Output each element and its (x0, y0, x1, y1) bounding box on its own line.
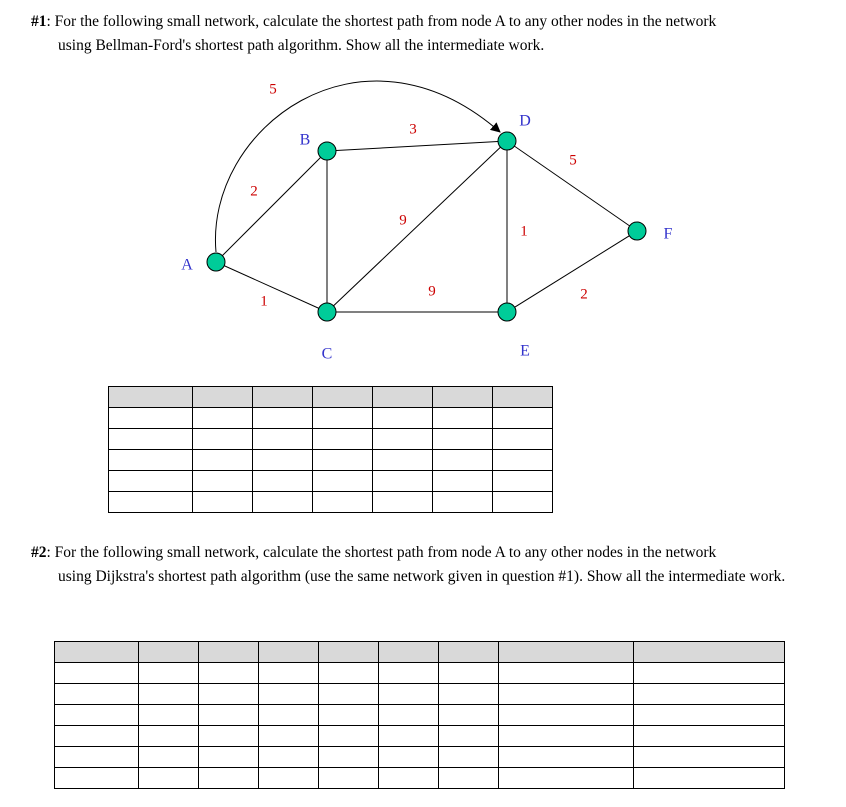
table-cell (634, 642, 785, 663)
weight-label-e-f: 2 (580, 286, 588, 303)
node-a (207, 253, 225, 271)
node-label-b: B (299, 131, 311, 149)
table-cell (379, 663, 439, 684)
question-2 (31, 541, 829, 589)
table-cell (379, 642, 439, 663)
table-cell (199, 663, 259, 684)
question-2-line-1 (31, 541, 829, 565)
table-cell (109, 471, 193, 492)
table-row (55, 663, 785, 684)
edge-a-b (216, 151, 327, 262)
table-cell (313, 387, 373, 408)
weight-label-a-c: 1 (260, 293, 268, 310)
table-row (55, 705, 785, 726)
edge-c-d (327, 141, 507, 312)
table-cell (193, 429, 253, 450)
network-diagram (0, 0, 846, 380)
table-cell (499, 684, 634, 705)
table-cell (199, 726, 259, 747)
table-cell (253, 429, 313, 450)
table-cell (493, 408, 553, 429)
table-cell (373, 450, 433, 471)
table-cell (253, 408, 313, 429)
table-cell (433, 471, 493, 492)
table-cell (55, 642, 139, 663)
node-label-a: A (181, 256, 193, 274)
table-cell (499, 747, 634, 768)
table-cell (109, 450, 193, 471)
question-2-line-2: using Dijkstra's shortest path algorithm (use the same network given in question #1). Show all the intermediate work. (58, 568, 786, 585)
table-cell (55, 747, 139, 768)
table-cell (55, 684, 139, 705)
table-cell (499, 642, 634, 663)
node-label-c: C (321, 345, 333, 363)
weight-label-c-e: 9 (428, 283, 436, 300)
table-cell (139, 768, 199, 789)
table-cell (634, 768, 785, 789)
node-f (628, 222, 646, 240)
edge-a-d (215, 81, 500, 252)
table-cell (439, 726, 499, 747)
table-cell (259, 726, 319, 747)
table-cell (379, 705, 439, 726)
node-label-d: D (519, 112, 531, 130)
table-cell (373, 408, 433, 429)
table-cell (109, 408, 193, 429)
table-cell (193, 387, 253, 408)
table-cell (55, 705, 139, 726)
edge-e-f (507, 231, 637, 312)
table-cell (139, 684, 199, 705)
table-cell (373, 471, 433, 492)
table-cell (253, 450, 313, 471)
table-cell (379, 747, 439, 768)
table-cell (499, 726, 634, 747)
table-row (109, 471, 553, 492)
table-cell (193, 450, 253, 471)
bellman-ford-table (108, 386, 553, 513)
node-d (498, 132, 516, 150)
table-cell (139, 642, 199, 663)
dijkstra-table (54, 641, 785, 789)
node-c (318, 303, 336, 321)
table-cell (259, 642, 319, 663)
table-cell (379, 726, 439, 747)
weight-label-a-d: 5 (269, 81, 277, 98)
table-cell (313, 471, 373, 492)
table-cell (493, 450, 553, 471)
table-cell (634, 684, 785, 705)
table-cell (199, 768, 259, 789)
node-e (498, 303, 516, 321)
table-cell (259, 663, 319, 684)
table-cell (319, 726, 379, 747)
table-cell (433, 408, 493, 429)
table-cell (259, 747, 319, 768)
table-cell (193, 471, 253, 492)
node-b (318, 142, 336, 160)
table-cell (379, 684, 439, 705)
weight-label-d-f: 5 (569, 152, 577, 169)
table-cell (373, 492, 433, 513)
table-row (55, 747, 785, 768)
table-cell (313, 429, 373, 450)
edge-a-c (216, 262, 327, 312)
weight-label-b-d: 3 (409, 121, 417, 138)
table-cell (433, 387, 493, 408)
table-cell (193, 492, 253, 513)
table-cell (55, 768, 139, 789)
table-cell (139, 747, 199, 768)
table-cell (493, 492, 553, 513)
table-cell (439, 663, 499, 684)
table-row (109, 429, 553, 450)
table-cell (499, 705, 634, 726)
table-cell (433, 450, 493, 471)
table-cell (439, 747, 499, 768)
table-cell (373, 387, 433, 408)
table-row (109, 450, 553, 471)
table-cell (439, 642, 499, 663)
table-cell (634, 705, 785, 726)
table-cell (319, 705, 379, 726)
table-cell (319, 768, 379, 789)
table-cell (253, 492, 313, 513)
weight-label-d-e: 1 (520, 223, 528, 240)
weight-label-a-b: 2 (250, 183, 258, 200)
edge-b-d (327, 141, 507, 151)
table-cell (439, 768, 499, 789)
table-cell (373, 429, 433, 450)
question-1-line-2: using Bellman-Ford's shortest path algorithm. Show all the intermediate work. (58, 37, 545, 54)
table-cell (199, 705, 259, 726)
table-cell (493, 471, 553, 492)
table-cell (259, 768, 319, 789)
table-cell (319, 642, 379, 663)
table-cell (199, 747, 259, 768)
table-cell (319, 684, 379, 705)
table-cell (379, 768, 439, 789)
table-cell (433, 492, 493, 513)
weight-label-c-d: 9 (399, 212, 407, 229)
table-cell (193, 408, 253, 429)
table-cell (199, 642, 259, 663)
table-cell (439, 705, 499, 726)
table-cell (493, 429, 553, 450)
table-cell (55, 663, 139, 684)
table-row (109, 408, 553, 429)
table-cell (634, 663, 785, 684)
table-cell (634, 747, 785, 768)
question-1-number: #1 (31, 13, 47, 30)
table-cell (499, 768, 634, 789)
table-cell (493, 387, 553, 408)
table-cell (433, 429, 493, 450)
table-cell (139, 663, 199, 684)
table-header-row (55, 642, 785, 663)
table-cell (253, 387, 313, 408)
table-cell (109, 387, 193, 408)
table-cell (109, 492, 193, 513)
table-cell (109, 429, 193, 450)
table-cell (499, 663, 634, 684)
table-cell (139, 726, 199, 747)
node-label-f: F (663, 225, 673, 243)
question-2-text: : For the following small network, calculate the shortest path from node A to any other nodes in the network (46, 544, 717, 561)
table-cell (55, 726, 139, 747)
node-label-e: E (520, 342, 530, 360)
table-cell (199, 684, 259, 705)
table-row (55, 726, 785, 747)
table-cell (319, 747, 379, 768)
table-row (55, 684, 785, 705)
table-row (55, 768, 785, 789)
table-header-row (109, 387, 553, 408)
table-cell (313, 450, 373, 471)
table-cell (253, 471, 313, 492)
table-row (109, 492, 553, 513)
question-2-number: #2 (31, 544, 47, 561)
table-cell (313, 492, 373, 513)
table-cell (439, 684, 499, 705)
table-cell (313, 408, 373, 429)
table-cell (259, 705, 319, 726)
question-1-text: : For the following small network, calculate the shortest path from node A to any other nodes in the network (46, 13, 717, 30)
table-cell (139, 705, 199, 726)
table-cell (319, 663, 379, 684)
table-cell (259, 684, 319, 705)
table-cell (634, 726, 785, 747)
